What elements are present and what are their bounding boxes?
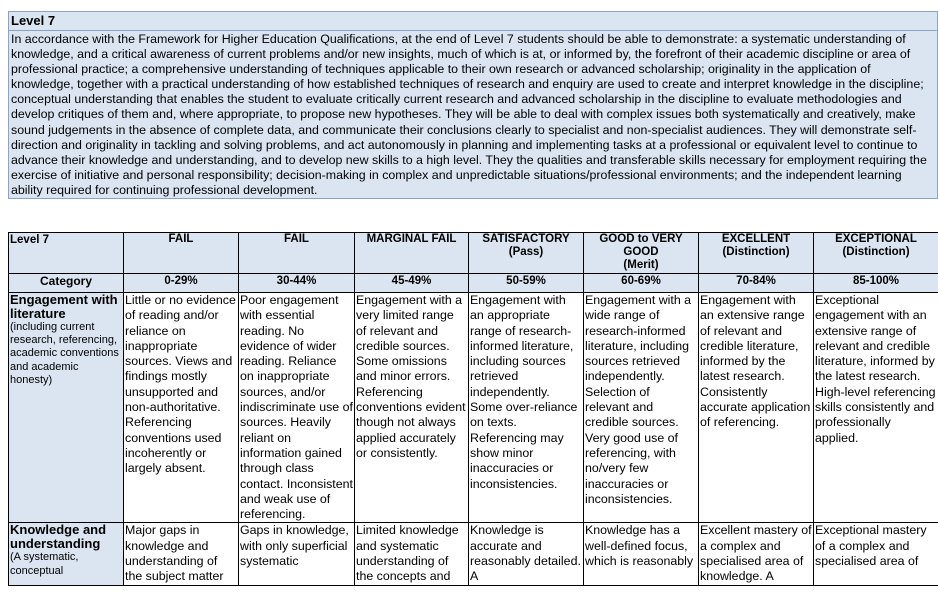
marking-rubric-table: [8, 232, 938, 586]
criterion-description: (including current research, referencing, academic conventions and academic honesty): [10, 321, 119, 386]
category-header: Category: [9, 274, 124, 293]
level-description-title: Level 7: [9, 12, 937, 31]
band-header-row: [9, 233, 938, 274]
band-sub: (Pass): [508, 246, 544, 258]
band-range: 0-29%: [124, 274, 239, 293]
level-description-box: [8, 11, 938, 199]
band-header-fail-0: [124, 233, 239, 274]
band-range: 70-84%: [699, 274, 814, 293]
rubric-cell: Exceptional mastery of a complex and specialised area of: [814, 523, 938, 585]
rubric-cell: Limited knowledge and systematic understanding of the concepts and: [355, 523, 469, 585]
band-name: MARGINAL FAIL: [366, 233, 457, 245]
band-header-fail-30: [239, 233, 355, 274]
rubric-cell: Excellent mastery of a complex and specialised area of knowledge. A: [700, 523, 812, 584]
rubric-cell: Little or no evidence of reading and/or reliance on inappropriate sources. Views and findings mostly unsupported and non-authoritative. Referencing conventions used incoherently or largely absent.: [124, 293, 239, 523]
band-header-exceptional: [814, 233, 938, 274]
level-description-text: In accordance with the Framework for Higher Education Qualifications, at the end of Level 7 students should be able to demonstrate: a systematic understanding of knowledge, and a critical awareness of current problems and/or new insights, much of which is at, or informed by, the forefront of their academic discipline or area of professional practice; a comprehensive understanding of techniques applicable to their own research or advanced scholarship; originality in the application of knowledge, together with a practical understanding of how established techniques of research and enquiry are used to create and interpret knowledge in the discipline; conceptual understanding that enables the student to evaluate critically current research and advanced scholarship in the discipline to evaluate methodologies and develop critiques of them and, where appropriate, to propose new hypotheses. They will be able to deal with complex issues both systematically and creatively, make sound judgements in the absence of complete data, and communicate their conclusions clearly to specialist and non-specialist audiences. They will demonstrate self-direction and originality in tackling and solving problems, and act autonomously in planning and implementing tasks at a professional or equivalent level to continue to advance their knowledge and understanding, and to develop new skills to a high level. They the qualities and transferable skills necessary for employment requiring the exercise of initiative and personal responsibility; decision-making in complex and unpredictable situations/professional environments; and the independent learning ability required for continuing professional development.: [11, 32, 927, 197]
table-level-label: Level 7: [9, 233, 124, 274]
band-name: EXCELLENT: [721, 233, 791, 245]
band-sub: (Distinction): [722, 246, 790, 258]
rubric-cell: Poor engagement with essential reading. No evidence of wider reading. Reliance on inappropriate sources, and/or indiscriminate use of sources. Heavily reliant on information gained through class contact. Inconsistent and weak use of referencing.: [240, 293, 353, 522]
rubric-cell: Major gaps in knowledge and understanding of the subject matter: [124, 523, 239, 585]
table-row-engagement: [9, 293, 938, 523]
criterion-cell: [9, 293, 124, 523]
band-range: 30-44%: [239, 274, 355, 293]
band-header-good: [584, 233, 699, 274]
criterion-name: Knowledge and understanding: [10, 522, 107, 552]
table-row-knowledge: [9, 523, 938, 585]
band-name: FAIL: [168, 233, 194, 245]
band-name: GOOD to VERY GOOD: [599, 233, 683, 258]
rubric-cell: Knowledge has a well-defined focus, which is reasonably: [584, 523, 699, 585]
band-header-excellent: [699, 233, 814, 274]
band-sub: (Distinction): [842, 246, 910, 258]
rubric-cell: Knowledge is accurate and reasonably detailed. A: [469, 523, 584, 585]
criterion-name: Engagement with literature: [10, 292, 118, 321]
band-header-satisfactory: [469, 233, 584, 274]
band-range: 45-49%: [355, 274, 469, 293]
rubric-cell: Engagement with an extensive range of relevant and credible literature, informed by the latest research. Consistently accurate application of referencing.: [699, 293, 814, 523]
rubric-cell: Engagement with a very limited range of relevant and credible sources. Some omissions and minor errors. Referencing conventions evident though not always applied accurately or consistently.: [355, 293, 469, 523]
rubric-cell: Engagement with an appropriate range of research-informed literature, including sources retrieved independently. Some over-reliance on texts. Referencing may show minor inaccuracies or inconsistencies.: [469, 293, 584, 523]
band-range-row: [9, 274, 938, 293]
rubric-cell: Exceptional engagement with an extensive range of relevant and credible literature, informed by the latest research. High-level referencing skills consistently and professionally applied.: [814, 293, 938, 523]
rubric-cell: Engagement with a wide range of research-informed literature, including sources retrieved independently. Selection of relevant and credible sources. Very good use of referencing, with no/very few inaccuracies or inconsistencies.: [584, 293, 699, 523]
band-name: EXCEPTIONAL: [835, 233, 917, 245]
band-sub: (Merit): [623, 259, 659, 271]
band-name: SATISFACTORY: [482, 233, 570, 245]
band-range: 85-100%: [814, 274, 938, 293]
band-name: FAIL: [284, 233, 309, 245]
band-range: 50-59%: [469, 274, 584, 293]
band-range: 60-69%: [584, 274, 699, 293]
criterion-description: (A systematic, conceptual: [10, 551, 79, 577]
criterion-cell: [9, 523, 124, 585]
rubric-cell: Gaps in knowledge, with only superficial systematic: [239, 523, 355, 585]
band-header-marginal-fail: [355, 233, 469, 274]
